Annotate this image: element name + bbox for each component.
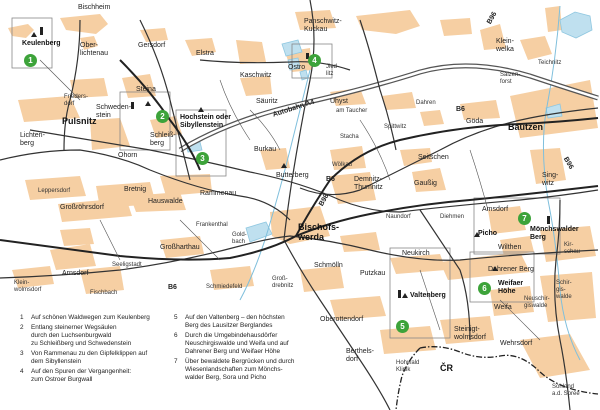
place-label: Stacha xyxy=(340,134,359,140)
place-label: Putzkau xyxy=(360,270,386,277)
place-label: Wilthen xyxy=(498,244,522,251)
place-label: Kir- schau xyxy=(564,242,581,255)
place-label: Bischheim xyxy=(78,4,111,11)
place-label: Lichten- berg xyxy=(20,132,45,147)
place-label: Klein- wolmsdorf xyxy=(14,280,42,293)
road-label-b6: B6 xyxy=(326,176,335,183)
road-label-b6: B6 xyxy=(168,284,177,291)
legend-item-7 xyxy=(174,358,324,386)
legend-item-6 xyxy=(174,332,324,360)
place-label: Großröhrsdorf xyxy=(60,204,104,211)
place-label: Dahren xyxy=(416,100,436,106)
legend-number: 5 xyxy=(174,314,178,321)
place-label: Seitschen xyxy=(418,154,449,161)
place-label: Oberottendorf xyxy=(320,316,364,323)
place-label: Diehmen xyxy=(440,214,465,220)
place-label: Panschwitz- Kuckau xyxy=(304,18,342,33)
legend-item-3 xyxy=(20,350,170,370)
place-label: Wehrsdorf xyxy=(500,340,533,347)
road-label-b96: B96 xyxy=(486,10,499,26)
legend-item-2 xyxy=(20,324,170,352)
place-label: Wölkau xyxy=(332,162,353,168)
route-marker-1[interactable]: 1 xyxy=(24,54,37,67)
place-label: Keulenberg xyxy=(22,40,61,47)
route-marker-7[interactable]: 7 xyxy=(518,212,531,225)
legend-number: 7 xyxy=(174,358,178,365)
place-label: Neukirch xyxy=(402,250,430,257)
place-label: Kaschwitz xyxy=(240,72,272,79)
legend-number: 2 xyxy=(20,324,24,331)
legend-text: Auf den Valtenberg – den höchsten Berg des Lausitzer Berglandes xyxy=(185,314,285,329)
place-label: Pulsnitz xyxy=(62,116,97,126)
place-label: Weifa xyxy=(494,304,512,311)
place-label: Fischbach xyxy=(90,290,118,296)
place-label: Steinigt- wolmsdorf xyxy=(454,326,486,341)
place-label: Picho xyxy=(478,230,498,237)
place-label: Großharthau xyxy=(160,244,200,251)
place-label: am Taucher xyxy=(336,108,368,114)
place-label: Bautzen xyxy=(508,122,544,132)
place-label: Elstra xyxy=(196,50,214,57)
place-label: Berthels- dorf xyxy=(346,348,375,363)
route-marker-3[interactable]: 3 xyxy=(196,152,209,165)
place-label: Ohorn xyxy=(118,152,138,159)
legend-text: Durch die Umgebindehausdörfer Neuschirgiswalde und Weifa und auf Dahrener Berg und Weifaer Höhe xyxy=(185,332,289,355)
legend-number: 6 xyxy=(174,332,178,339)
road-label-b6: B6 xyxy=(456,106,465,113)
place-label: Hauswalde xyxy=(148,198,183,205)
place-label: Spittwitz xyxy=(384,124,407,130)
place-label: Gaußig xyxy=(414,180,437,187)
place-label: Säuritz xyxy=(256,98,278,105)
route-marker-4[interactable]: 4 xyxy=(308,54,321,67)
place-label: Klein- welka xyxy=(496,38,514,53)
legend-text: Von Rammenau zu den Gipfelklippen auf dem Sibyllenstein xyxy=(31,350,148,365)
place-label: ČR xyxy=(440,363,453,373)
place-label: Ostro xyxy=(288,64,306,71)
road-label-autobahn: Autobahn A4 xyxy=(272,98,316,119)
place-label: Ober- lichtenau xyxy=(80,42,109,57)
place-label: Naundorf xyxy=(386,214,411,220)
place-label: Schmölln xyxy=(314,262,343,269)
route-marker-6[interactable]: 6 xyxy=(478,282,491,295)
place-label: Sohland a.d. Spree xyxy=(552,384,580,397)
place-label: Schmiedefeld xyxy=(206,284,243,290)
place-label: Jied- litz xyxy=(326,64,340,77)
legend-number: 4 xyxy=(20,368,24,375)
place-label: Gold- bach xyxy=(232,232,247,245)
place-label: Salzen- forst xyxy=(500,72,521,85)
route-marker-2[interactable]: 2 xyxy=(156,110,169,123)
legend-item-5 xyxy=(174,314,324,334)
place-label: Steina xyxy=(136,86,156,93)
legend-text: Entlang steinerner Wegsäulen durch den Luchsenburgwald zu Schleißberg und Schwedenstein xyxy=(31,324,132,347)
place-label: Uhyst xyxy=(330,98,348,105)
place-label: Bischofs- werda xyxy=(298,222,340,242)
place-label: Arnsdorf xyxy=(62,270,89,277)
place-label: Neuschir- giswalde xyxy=(524,296,550,309)
place-label: Burkau xyxy=(254,146,277,153)
place-label: Groß- drebnitz xyxy=(272,276,294,289)
place-label: Teichnitz xyxy=(538,60,562,66)
place-label: Frieders- dorf xyxy=(64,94,89,107)
road-label-b98: B98 xyxy=(318,192,331,208)
place-label: Valtenberg xyxy=(410,292,446,299)
place-label: Gersdorf xyxy=(138,42,166,49)
road-label-b96: B96 xyxy=(561,156,575,171)
place-label: Hochstein oder Sibyllenstein xyxy=(180,114,231,129)
place-label: Rammenau xyxy=(200,190,237,197)
place-label: Frankenthal xyxy=(196,222,228,228)
place-label: Butterberg xyxy=(276,172,309,179)
place-label: Hohwald Klinik xyxy=(396,360,420,373)
place-label: Demnitz- Thumnitz xyxy=(354,176,383,191)
legend-text: Auf den Spuren der Vergangenheit: zum Ostroer Burgwall xyxy=(31,368,132,383)
legend-item-4 xyxy=(20,368,170,388)
place-label: Seeligstadt xyxy=(112,262,142,268)
legend-number: 1 xyxy=(20,314,24,321)
place-label: Schleiß- berg xyxy=(150,132,176,147)
place-label: Weifaer Höhe xyxy=(498,280,524,295)
place-label: Schweden- stein xyxy=(96,104,132,119)
legend-number: 3 xyxy=(20,350,24,357)
place-label: Bretnig xyxy=(124,186,147,193)
place-label: Schir- gis- walde xyxy=(556,280,572,300)
legend-text: Auf schönen Waldwegen zum Keulenberg xyxy=(31,314,150,321)
legend-text: Über bewaldete Bergrücken und durch Wiesenlandschaften zum Mönchs- walder Berg, Sora und Picho xyxy=(185,358,295,381)
place-label: Leppersdorf xyxy=(38,188,71,194)
route-marker-5[interactable]: 5 xyxy=(396,320,409,333)
place-label: Sing- witz xyxy=(542,172,559,187)
place-label: Dahrener Berg xyxy=(488,266,534,273)
place-label: Amsdorf xyxy=(482,206,509,213)
place-label: Mönchswalder Berg xyxy=(530,226,579,241)
place-label: Göda xyxy=(466,118,484,125)
